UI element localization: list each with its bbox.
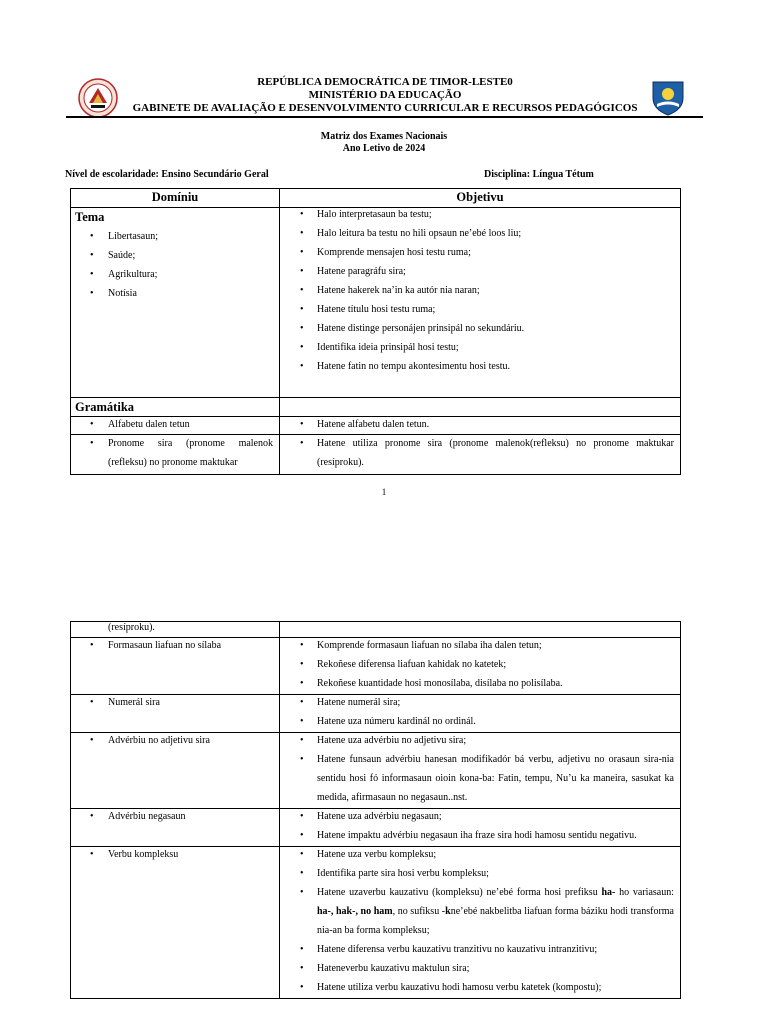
- list-item: • Halo leitura ba testu no hili opsaun ne’ebé loos liu;: [280, 224, 680, 243]
- bold-segment: ha-: [601, 887, 616, 898]
- header-rule: [66, 116, 703, 118]
- list-item: • Halo interpretasaun ba testu;: [280, 205, 680, 224]
- table-row: [71, 417, 681, 435]
- ministry-shield-icon: [650, 80, 686, 116]
- text-segment: Hatene uzaverbu kauzativu (kompleksu) ne’ebé forma hosi prefiksu: [317, 887, 602, 898]
- domain-list: [71, 636, 279, 655]
- objective-cell-empty: [280, 398, 681, 417]
- domain-list: [71, 693, 279, 712]
- list-item: • Hatene numerál sira;: [280, 693, 680, 712]
- objective-cell: [280, 695, 681, 733]
- domain-cell: [71, 435, 280, 475]
- table-row-tema: [71, 208, 681, 398]
- objective-list: [280, 415, 680, 434]
- list-item: • Rekoñese kuantidade hosi monosílaba, disílaba no polisílaba.: [280, 674, 680, 693]
- domain-list: [71, 845, 279, 864]
- domain-cell: [71, 847, 280, 999]
- table-row: [71, 847, 681, 999]
- list-item: • Rekoñese diferensa liafuan kahidak no katetek;: [280, 655, 680, 674]
- objective-list: [280, 807, 680, 845]
- list-item: • Hatene diferensa verbu kauzativu tranzitivu no kauzativu intranzitivu;: [280, 940, 680, 959]
- list-item: • Komprende formasaun liafuan no sílaba iha dalen tetun;: [280, 636, 680, 655]
- list-item: • Hatene paragráfu sira;: [280, 262, 680, 281]
- objective-list: [280, 636, 680, 693]
- objective-list: [280, 434, 680, 472]
- domain-cell: [71, 638, 280, 695]
- text-segment: ne’ebé nakbelitba liafuan forma báziku hodi transforma nia-an ba forma kompleksu;: [317, 906, 674, 936]
- list-item: • Hatene uza advérbiu negasaun;: [280, 807, 680, 826]
- list-item: • Hatene uza advérbiu no adjetivu sira;: [280, 731, 680, 750]
- header-republic: REPÚBLICA DEMOCRÁTICA DE TIMOR-LESTE0: [257, 76, 513, 88]
- list-item: • Hatene títulu hosi testu ruma;: [280, 300, 680, 319]
- matrix-table-page1: [70, 188, 681, 475]
- column-header-objective: Objetivu: [280, 189, 681, 208]
- table-row: [71, 809, 681, 847]
- domain-cell: [71, 809, 280, 847]
- list-item: • Hateneverbu kauzativu maktulun sira;: [280, 959, 680, 978]
- list-item: • Libertasaun;: [71, 227, 279, 246]
- objective-cell-tema: [280, 208, 681, 398]
- list-item: • Hatene utiliza verbu kauzativu hodi hamosu verbu katetek (kompostu);: [280, 978, 680, 997]
- list-item: • Identifika parte sira hosi verbu kompleksu;: [280, 864, 680, 883]
- objective-cell: [280, 435, 681, 475]
- table-row: [71, 435, 681, 475]
- objective-list: [280, 731, 680, 807]
- objective-list: [280, 845, 680, 997]
- domain-cell: [71, 417, 280, 435]
- objective-cell: [280, 809, 681, 847]
- list-item: • Hatene utiliza pronome sira (pronome malenok(refleksu) no pronome maktukar (resíproku).: [280, 434, 680, 472]
- objective-list: [280, 693, 680, 731]
- list-item: • Saúde;: [71, 246, 279, 265]
- objective-cell: [280, 847, 681, 999]
- tema-objectives: [280, 205, 680, 376]
- domain-list: [71, 415, 279, 434]
- list-item: • Hatene uza númeru kardinál no ordinál.: [280, 712, 680, 731]
- discipline: Disciplina: Língua Tétum: [484, 169, 594, 180]
- bold-segment: k: [445, 906, 451, 917]
- list-item: • Identifika ideia prinsipál hosi testu;: [280, 338, 680, 357]
- list-item: • Hatene funsaun advérbiu hanesan modifikadór bá verbu, adjetivu no orasaun sira-nia sentidu hosi fó informasaun oioin kona-ba: Fatin, tempu, Nu’u ka maneira, sasukat ka medida, afirmasaun no negasaun..nst.: [280, 750, 680, 807]
- list-item: • Advérbiu no adjetivu sira: [71, 731, 279, 750]
- table-row: [71, 638, 681, 695]
- objective-cell: [280, 638, 681, 695]
- school-year: Ano Letivo de 2024: [342, 143, 426, 154]
- matrix-title: Matriz dos Exames Nacionais: [320, 131, 448, 142]
- domain-list: [71, 731, 279, 750]
- text-segment: , no sufiksu -: [392, 906, 446, 917]
- list-item: • Hatene alfabetu dalen tetun.: [280, 415, 680, 434]
- list-item: • Hatene fatin no tempu akontesimentu hosi testu.: [280, 357, 680, 376]
- table-row: [71, 695, 681, 733]
- list-item: • Pronome sira (pronome malenok (refleksu) no pronome maktukar: [71, 434, 279, 472]
- list-item: • Hatene distinge personájen prinsipál no sekundáriu.: [280, 319, 680, 338]
- bold-segment: ha-, hak-, no ham: [317, 906, 393, 917]
- column-header-domain: Domíniu: [71, 189, 280, 208]
- list-item: • Numerál sira: [71, 693, 279, 712]
- header-ministry: MINISTÉRIO DA EDUCAÇÃO: [308, 89, 462, 101]
- national-seal-icon: [78, 78, 118, 118]
- list-item: • Notísia: [71, 284, 279, 303]
- matrix-table-page2: [70, 621, 681, 999]
- list-item: • Advérbiu negasaun: [71, 807, 279, 826]
- list-item: • Hatene impaktu advérbiu negasaun iha fraze sira hodi hamosu sentidu negativu.: [280, 826, 680, 845]
- text-segment: ho variasaun:: [615, 887, 674, 898]
- table-row: [71, 733, 681, 809]
- objective-cell: [280, 733, 681, 809]
- domain-cell: [71, 733, 280, 809]
- domain-list: [71, 434, 279, 472]
- domain-cell-tema: [71, 208, 280, 398]
- section-heading-tema: Tema: [75, 210, 105, 224]
- list-item-rich: [280, 883, 680, 940]
- list-item: • Formasaun liafuan no sílaba: [71, 636, 279, 655]
- list-item: • Alfabetu dalen tetun: [71, 415, 279, 434]
- objective-cell: [280, 417, 681, 435]
- education-level: Nível de escolaridade: Ensino Secundário Geral: [65, 169, 269, 180]
- header-cabinet: GABINETE DE AVALIAÇÃO E DESENVOLVIMENTO CURRICULAR E RECURSOS PEDAGÓGICOS: [132, 102, 638, 114]
- tema-list: [71, 227, 279, 303]
- table-row-gramatika-heading: [71, 398, 681, 417]
- domain-list: [71, 807, 279, 826]
- page-number: 1: [381, 487, 387, 497]
- domain-cell-gramatika: [71, 398, 280, 417]
- list-item: • Komprende mensajen hosi testu ruma;: [280, 243, 680, 262]
- list-item: • Agrikultura;: [71, 265, 279, 284]
- list-item: • Verbu kompleksu: [71, 845, 279, 864]
- list-item: • Hatene hakerek na’in ka autór nia naran;: [280, 281, 680, 300]
- list-item: • Hatene uza verbu kompleksu;: [280, 845, 680, 864]
- continuation-text: (resíproku).: [108, 622, 155, 633]
- section-heading-gramatika: Gramátika: [75, 400, 135, 414]
- domain-cell: [71, 695, 280, 733]
